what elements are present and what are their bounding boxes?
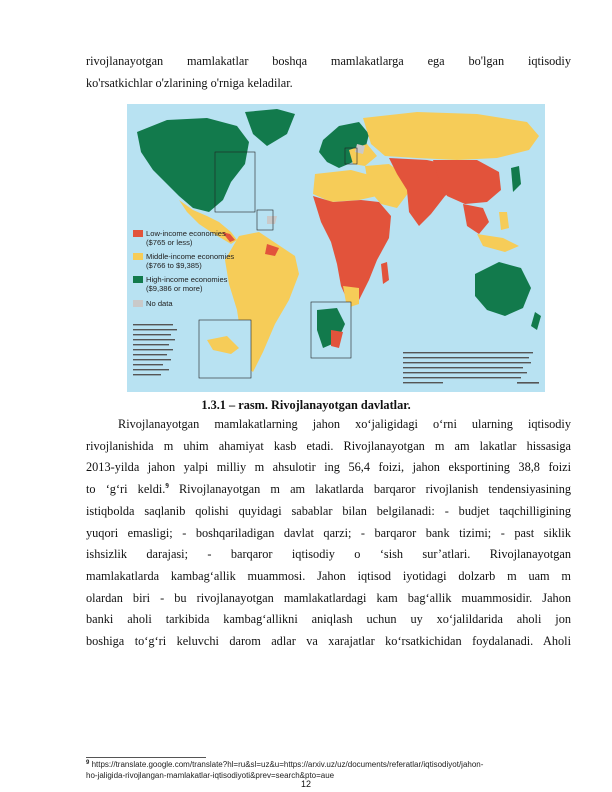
legend-label-low: Low-income economies — [146, 229, 226, 238]
body-paragraph — [86, 414, 571, 653]
world-income-map-figure — [127, 104, 545, 392]
body-line: istiqbolda saqlanib qolishi quyidagi sabablar bilan belgilanadi: - budjet taqchilligining — [86, 503, 571, 518]
legend-range-middle: ($766 to $9,385) — [146, 261, 202, 270]
body-line-start: to ‘g‘ri keldi. — [86, 482, 166, 497]
body-line: mamlakatlarda kambag‘allik muammosi. Jahon iqtisod iyotidagi dolzarb m uam m — [86, 568, 571, 583]
footnote-url-part-1: https://translate.google.com/translate?hl=ru&sl=uz&u=https://arxiv.uz/uz/documents/referatlar/iqtisodiyot/jahon- — [89, 760, 484, 769]
legend-label-high: High-income economies — [146, 275, 228, 284]
figure-caption: 1.3.1 – rasm. Rivojlanayotgan davlatlar. — [201, 398, 411, 412]
legend-swatch-high — [133, 276, 143, 283]
body-line: rivojlanishida m uhim ahamiyat kasb etadi. Rivojlanayotgan m am lakatlar hissasiga — [86, 438, 571, 453]
north-africa-middle-income — [313, 170, 377, 202]
body-line: olardan biri - bu rivojlanayotgan mamlakatlardagi kam bag‘allik muammosidir. Jahon — [86, 590, 571, 605]
legend-swatch-middle — [133, 253, 143, 260]
body-line: Rivojlanayotgan mamlakatlarning jahon xo‘jaligidagi o‘rni ularning iqtisodiy — [118, 417, 571, 431]
footnote-mark: 9 — [86, 760, 90, 766]
footnote-reference[interactable]: 9 — [165, 482, 169, 491]
legend-range-low: ($765 or less) — [146, 238, 193, 247]
intro-line-2: ko'rsatkichlar o'zlarining o'rniga keladilar. — [86, 76, 293, 90]
legend-range-high: ($9,386 or more) — [146, 284, 203, 293]
body-line: ishsizlik darajasi; - barqaror iqtisodiy o ‘sish sur’atlari. Rivojlanayotgan — [86, 547, 571, 562]
body-line: 2013-yilda jahon yalpi milliy m ahsulotir ing 56,4 foizi, jahon eksportining 38,8 foizi — [86, 460, 571, 475]
body-line-with-footnote — [86, 479, 571, 501]
footnote-divider — [86, 757, 206, 758]
legend-swatch-no-data — [133, 300, 143, 307]
page-number: 12 — [300, 779, 311, 789]
footnote — [86, 759, 576, 781]
footnote-url-part-2[interactable]: ho-jaligida-rivojlangan-mamlakatlar-iqtisodiyoti&prev=search&pto=aue — [86, 771, 335, 780]
body-line: yuqori emasligi; - boshqariladigan davlat qarzi; - barqaror bank tizimi; - past siklik — [86, 525, 571, 540]
intro-line-1: rivojlanayotgan mamlakatlar boshqa mamlakatlarga ega bo'lgan iqtisodiy — [86, 54, 571, 68]
legend-swatch-low — [133, 230, 143, 237]
legend-label-no-data: No data — [146, 299, 173, 308]
body-line: boshiga to‘g‘ri keluvchi darom adlar va xarajatlar ko‘rsatkichidan foydalanadi. Aholi — [86, 634, 571, 649]
footnote-line-1[interactable] — [86, 759, 576, 770]
body-line: banki aholi tarkibida kambag‘allikni aniqlash uchun uy xo‘jalildarida aholi jon — [86, 612, 571, 627]
body-line-end: Rivojlanayotgan m am lakatlarda barqaror rivojlanish tendensiyasining — [178, 482, 571, 497]
world-income-map — [127, 104, 545, 392]
legend-label-middle: Middle-income economies — [146, 252, 235, 261]
